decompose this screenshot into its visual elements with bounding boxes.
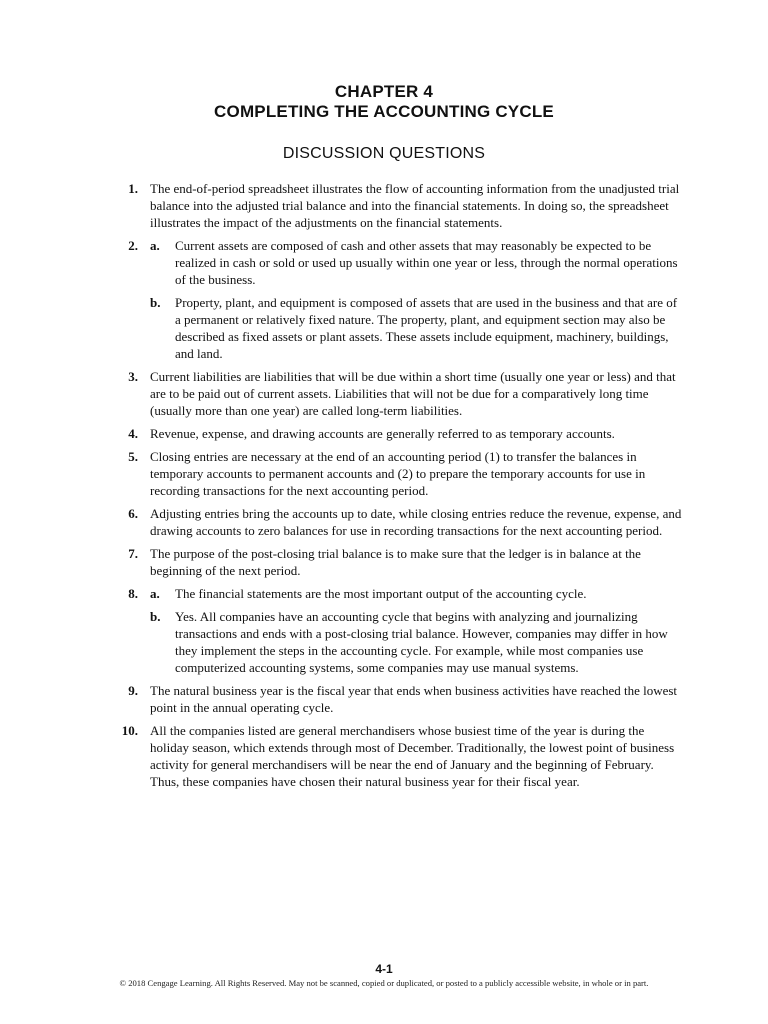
question-text: Revenue, expense, and drawing accounts are generally referred to as temporary accounts.	[150, 426, 615, 441]
question-item	[110, 585, 686, 676]
question-parts	[150, 585, 686, 676]
part-text: Property, plant, and equipment is composed of assets that are used in the business and that are of a permanent or relatively fixed nature. The property, plant, and equipment section may also be described as fixed assets or plant assets. These assets include equipment, machinery, buildings, and land.	[175, 295, 678, 361]
question-item	[110, 237, 686, 362]
question-number: 3.	[128, 369, 138, 384]
question-parts	[150, 237, 686, 362]
question-number: 4.	[128, 426, 138, 441]
question-number: 5.	[128, 449, 138, 464]
question-part	[150, 237, 686, 288]
question-text: The purpose of the post-closing trial balance is to make sure that the ledger is in balance at the beginning of the next period.	[150, 546, 641, 578]
copyright-notice: © 2018 Cengage Learning. All Rights Reserved. May not be scanned, copied or duplicated, or posted to a publicly accessible website, in whole or in part.	[119, 978, 649, 988]
question-item	[110, 545, 686, 579]
part-text: Current assets are composed of cash and other assets that may reasonably be expected to be realized in cash or sold or used up usually within one year or less, through the normal operations of the business.	[175, 238, 678, 287]
question-text: The natural business year is the fiscal year that ends when business activities have reached the lowest point in the annual operating cycle.	[150, 683, 678, 715]
question-item	[110, 180, 686, 231]
part-label: b.	[150, 295, 161, 310]
part-label: b.	[150, 609, 161, 624]
question-part	[150, 608, 686, 676]
question-number: 7.	[128, 546, 138, 561]
page-number: 4-1	[375, 962, 393, 976]
question-text: Current liabilities are liabilities that will be due within a short time (usually one year or less) and that are to be paid out of current assets. Liabilities that will not be due for a comparatively long time (usually more than one year) are called long-term liabilities.	[150, 369, 676, 418]
question-item	[110, 722, 686, 790]
question-text: Closing entries are necessary at the end of an accounting period (1) to transfer the balances in temporary accounts to permanent accounts and (2) to prepare the temporary accounts for use in recording transactions for the next accounting period.	[150, 449, 646, 498]
question-number: 10.	[121, 723, 138, 738]
question-item	[110, 448, 686, 499]
question-text: All the companies listed are general merchandisers whose busiest time of the year is during the holiday season, which extends through most of December. Traditionally, the lowest point of business activity for general merchandisers will be near the end of January and the beginning of February. Thus, these companies have chosen their natural business year for their fiscal year.	[150, 723, 675, 789]
part-text: Yes. All companies have an accounting cycle that begins with analyzing and journalizing transactions and ends with a post-closing trial balance. However, companies may differ in how they implement the steps in the accounting cycle. For example, while most companies use computerized accounting systems, some companies may use manual systems.	[175, 609, 668, 675]
question-part	[150, 585, 686, 602]
part-text: The financial statements are the most important output of the accounting cycle.	[175, 586, 587, 601]
question-number: 2.	[128, 238, 138, 253]
question-number: 1.	[128, 181, 138, 196]
question-number: 6.	[128, 506, 138, 521]
part-label: a.	[150, 238, 160, 253]
question-item	[110, 425, 686, 442]
question-number: 9.	[128, 683, 138, 698]
part-label: a.	[150, 586, 160, 601]
question-part	[150, 294, 686, 362]
question-list	[110, 180, 686, 796]
question-item	[110, 368, 686, 419]
question-text: The end-of-period spreadsheet illustrates the flow of accounting information from the unadjusted trial balance into the adjusted trial balance and into the financial statements. In doing so, the spreadsheet illustrates the impact of the adjustments on the financial statements.	[150, 181, 680, 230]
chapter-heading: CHAPTER 4	[334, 82, 434, 101]
question-number: 8.	[128, 586, 138, 601]
question-text: Adjusting entries bring the accounts up to date, while closing entries reduce the revenue, expense, and drawing accounts to zero balances for use in recording transactions for the next accounting period.	[150, 506, 682, 538]
question-item	[110, 505, 686, 539]
section-heading: DISCUSSION QUESTIONS	[282, 145, 486, 162]
question-item	[110, 682, 686, 716]
chapter-title: COMPLETING THE ACCOUNTING CYCLE	[214, 102, 554, 121]
